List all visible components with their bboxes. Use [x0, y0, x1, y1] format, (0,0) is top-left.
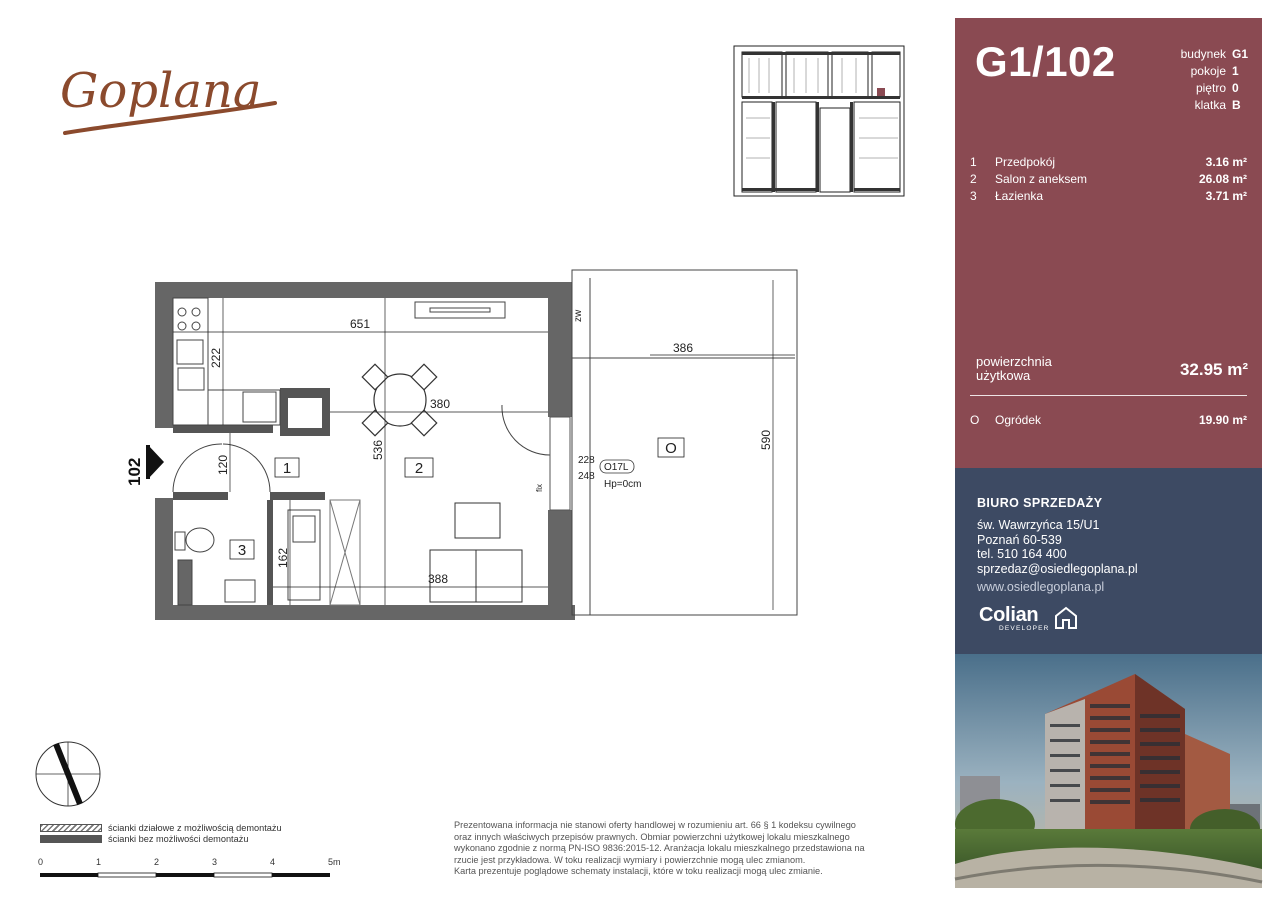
building-render-image	[955, 654, 1262, 888]
dim-590: 590	[759, 429, 773, 450]
fix-label: fix	[535, 484, 544, 492]
dim-162: 162	[276, 547, 290, 568]
legend-solid-text: ścianki bez możliwości demontażu	[108, 833, 249, 844]
room-label-1: 1	[282, 460, 292, 477]
zw-label: zw	[573, 309, 584, 322]
legend-hatched	[40, 822, 282, 833]
meta-building: budynek G1	[1180, 47, 1249, 61]
dim-651: 651	[350, 317, 371, 331]
compass-icon	[32, 738, 104, 810]
house-icon	[1053, 606, 1079, 630]
dim-386: 386	[673, 341, 694, 355]
disclaimer-line: rzucie jest przykładowa. W toku realizacji wymiary i powierzchnie mogą ulec zmianom.	[454, 854, 806, 865]
room-row: 3 Łazienka 3.71 m²	[970, 189, 1247, 203]
logo-text: Goplana	[60, 63, 262, 119]
sales-address: św. Wawrzyńca 15/U1	[977, 518, 1100, 532]
room-list	[970, 154, 1247, 205]
developer-logo	[979, 604, 1079, 632]
unit-meta	[1156, 46, 1248, 114]
room-row: 2 Salon z aneksem 26.08 m²	[970, 172, 1247, 186]
disclaimer	[454, 820, 894, 878]
dim-380: 380	[430, 397, 451, 411]
dim-248: 248	[578, 471, 595, 482]
dim-536: 536	[371, 439, 385, 460]
entrance-label: 102	[125, 457, 144, 486]
legend-hatched-text: ścianki działowe z możliwością demontażu	[108, 822, 282, 833]
scale-tick: 1	[96, 857, 102, 867]
room-label-garden: O	[665, 440, 677, 457]
scale-tick: 2	[154, 857, 160, 867]
room-label-2: 2	[414, 460, 424, 477]
sales-title: BIURO SPRZEDAŻY	[977, 496, 1103, 510]
sales-office-panel	[955, 468, 1262, 654]
usable-area-label: powierzchnia użytkowa	[976, 354, 1052, 383]
developer-sub: DEVELOPER	[999, 625, 1050, 632]
dim-228: 228	[578, 455, 595, 466]
hatched-swatch	[40, 824, 102, 832]
unit-highlight	[877, 88, 885, 96]
meta-staircase: klatka B	[1194, 98, 1241, 112]
scale-tick: 4	[270, 857, 276, 867]
window-code: O17L	[604, 462, 629, 473]
divider	[970, 395, 1247, 396]
sales-contact	[977, 518, 1138, 576]
dim-120: 120	[216, 454, 230, 475]
scale-tick: 3	[212, 857, 218, 867]
legend-solid	[40, 833, 282, 844]
sales-phone[interactable]: tel. 510 164 400	[977, 547, 1067, 561]
disclaimer-line: Karta prezentuje poglądowe schematy instalacji, które w toku realizacji mogą ulec zmianie.	[454, 866, 823, 876]
scale-tick: 5m	[328, 857, 341, 867]
dim-388: 388	[428, 572, 449, 586]
key-plan	[714, 38, 914, 208]
disclaimer-line: wykonano zgodnie z normą PN-ISO 9836:2015-12. Aranżacja lokalu mieszkalnego przedstawiona na	[454, 843, 865, 853]
meta-rooms: pokoje 1	[1190, 64, 1239, 78]
goplana-logo	[55, 45, 285, 145]
sales-website-link[interactable]: www.osiedlegoplana.pl	[977, 580, 1105, 594]
developer-name: Colian	[979, 604, 1039, 626]
sales-city: Poznań 60-539	[977, 532, 1062, 547]
dim-222: 222	[209, 347, 223, 368]
room-row: 1 Przedpokój 3.16 m²	[970, 155, 1247, 169]
garden-row: O Ogródek 19.90 m²	[970, 413, 1247, 427]
solid-swatch	[40, 835, 102, 843]
room-label-3: 3	[237, 542, 247, 559]
scale-tick: 0	[38, 857, 44, 867]
legend	[40, 822, 282, 844]
disclaimer-line: oraz innych właściwych przepisów prawnych. Obmiar powierzchni użytkowej lokalu mieszkalnego	[454, 831, 850, 842]
usable-area-value: 32.95 m²	[1179, 360, 1248, 379]
disclaimer-line: Prezentowana informacja nie stanowi oferty handlowej w rozumieniu art. 66 § 1 kodeksu cywilnego	[454, 820, 856, 830]
sales-email[interactable]: sprzedaz@osiedlegoplana.pl	[977, 561, 1138, 576]
meta-floor: piętro 0	[1195, 81, 1239, 95]
unit-code: G1/102	[975, 38, 1116, 85]
height-note: Hp=0cm	[604, 479, 642, 490]
scale-bar	[38, 857, 348, 887]
unit-info-panel	[955, 18, 1262, 468]
floor-plan	[125, 260, 830, 630]
